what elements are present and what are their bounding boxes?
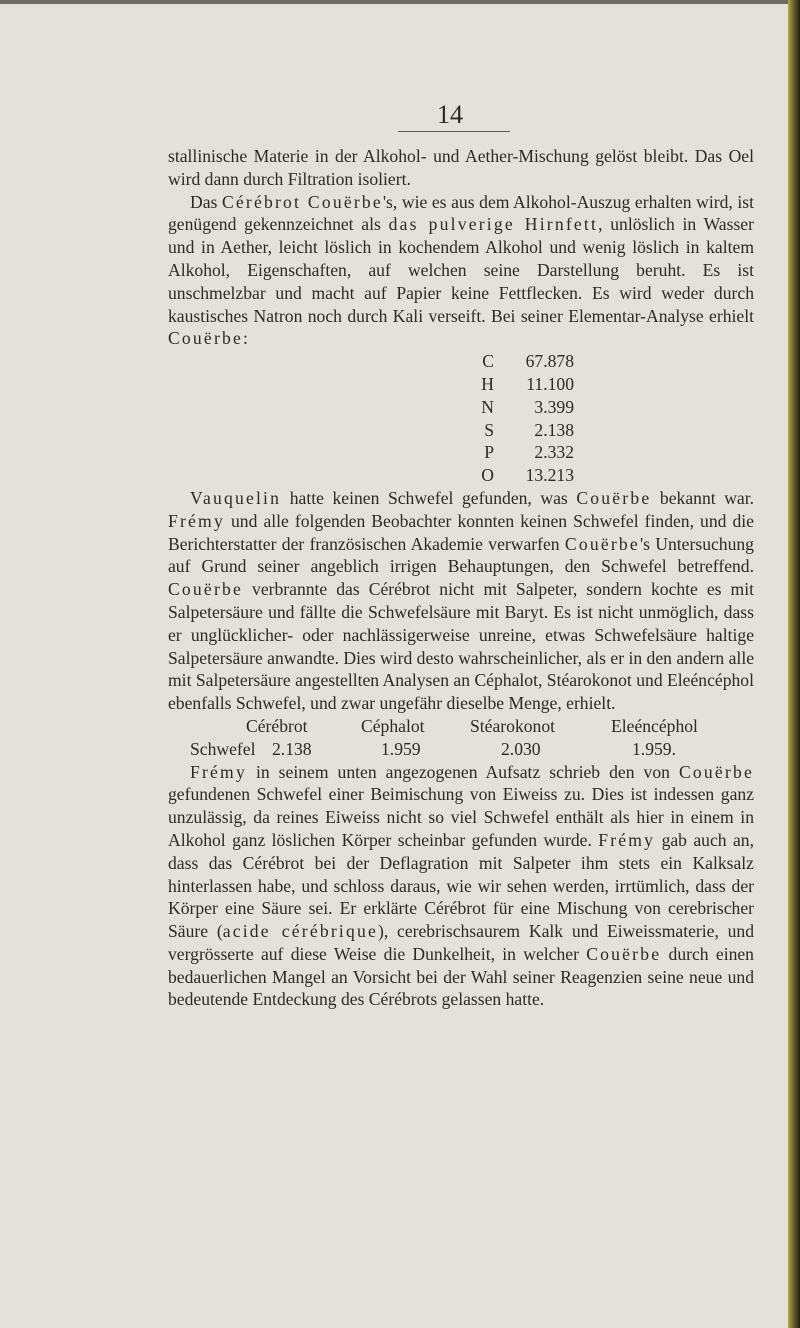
table-cell: 2.030 bbox=[501, 738, 541, 759]
paragraph-continuation: stallinische Materie in der Alkohol- und Aether-Mischung gelöst bleibt. Das Oel wird dann durch Filtration isoliert. bbox=[168, 146, 754, 189]
paragraph-cerebrot: Das Cérébrot Couërbe's, wie es aus dem Alkohol-Auszug erhalten wird, ist genügend gekennzeichnet als das pulverige Hirnfett, unlöslich in Wasser und in Aether, leicht löslich in kochendem Alkohol und wenig löslich in kaltem Alkohol, Eigenschaften, auf welchen seine Darstellung beruht. Es ist unschmelzbar und macht auf Papier keine Fettflecken. Es wird weder durch kaustisches Natron noch durch Kali verseift. Bei seiner Elementar-Analyse erhielt Couërbe: bbox=[168, 191, 754, 349]
spaced-name: Couërbe bbox=[168, 579, 244, 600]
book-spine-edge bbox=[788, 0, 800, 1328]
analysis-row: H 11.100 bbox=[481, 373, 574, 394]
spaced-term: das pulverige Hirnfett bbox=[388, 214, 599, 235]
spaced-name: Couërbe bbox=[678, 761, 754, 782]
header-rule bbox=[398, 131, 510, 132]
page-top-edge bbox=[0, 0, 800, 4]
table-cell: 1.959. bbox=[632, 738, 676, 759]
sulphur-comparison-table bbox=[168, 715, 754, 761]
analysis-row: C 67.878 bbox=[482, 351, 574, 372]
analysis-row: N 3.399 bbox=[481, 396, 574, 417]
spaced-name: Vauquelin bbox=[190, 487, 282, 508]
paragraph-vauquelin: Vauquelin hatte keinen Schwefel gefunden, was Couërbe bekannt war. Frémy und alle folgenden Beobachter konnten keinen Schwefel finden, und die Berichterstatter der französischen Akademie verwarfen Couërbe's Untersuchung auf Grund seiner angeblich irrigen Behauptungen, den Schwefel betreffend. Couërbe verbrannte das Cérébrot nicht mit Salpeter, sondern kochte es mit Salpetersäure und fällte die Schwefelsäure mit Baryt. Es ist nicht unmöglich, dass er unglücklicher- oder nachlässigerweise unreine, etwas Schwefelsäure haltige Salpetersäure anwandte. Dies wird desto wahrscheinlicher, als er in den andern alle mit Salpetersäure angestellten Analysen an Céphalot, Stéarokonot und Eleéncéphol ebenfalls Schwefel, und zwar ungefähr dieselbe Menge, erhielt. bbox=[168, 487, 755, 714]
spaced-name: Frémy bbox=[598, 829, 656, 850]
spaced-name: Couërbe bbox=[168, 328, 244, 349]
spaced-name: Frémy bbox=[190, 761, 247, 782]
spaced-name: Couërbe bbox=[576, 487, 652, 508]
spaced-name: Couërbe bbox=[586, 943, 662, 964]
column-header: Stéarokonot bbox=[470, 715, 556, 736]
spaced-name: Couërbe bbox=[564, 533, 640, 554]
spaced-term: acide cérébrique bbox=[222, 921, 378, 942]
column-header: Eleéncéphol bbox=[611, 715, 698, 736]
page-number: 14 bbox=[437, 100, 463, 129]
comparison-value-row bbox=[168, 738, 754, 761]
analysis-row: O 13.213 bbox=[481, 465, 574, 486]
elementary-analysis-table bbox=[168, 350, 754, 487]
column-header: Cérébrot bbox=[246, 715, 308, 736]
column-header: Céphalot bbox=[361, 715, 425, 736]
spaced-name: Frémy bbox=[168, 510, 225, 531]
paragraph-fremy: Frémy in seinem unten angezogenen Aufsatz schrieb den von Couërbe gefundenen Schwefel einer Beimischung von Eiweiss zu. Dies ist indessen ganz unzulässig, da reines Eiweiss nicht so viel Schwefel enthält als hier in einem in Alkohol ganz löslichen Körper scheinbar gefunden wurde. Frémy gab auch an, dass das Cérébrot bei der Deflagration mit Salpeter ihm stets ein Kalksalz hinterlassen habe, und schloss daraus, wie wir sehen werden, irrtümlich, dass der Körper eine Säure sei. Er erklärte Cérébrot für eine Mischung von cerebrischer Säure (acide cérébrique), cerebrischsaurem Kalk und Eiweissmaterie, und vergrösserte auf diese Weise die Dunkelheit, in welcher Couërbe durch einen bedauerlichen Mangel an Vorsicht bei der Wahl seiner Reagenzien seine neue und bedeutende Entdeckung des Cérébrots gelassen hatte. bbox=[168, 761, 754, 1010]
text-column bbox=[168, 145, 754, 1011]
table-cell: 2.138 bbox=[272, 738, 312, 759]
spaced-name: Cérébrot Couërbe bbox=[221, 191, 383, 212]
analysis-row: S 2.138 bbox=[484, 419, 574, 440]
table-cell: 1.959 bbox=[381, 738, 421, 759]
row-label: Schwefel bbox=[190, 738, 256, 759]
comparison-header-row bbox=[168, 715, 754, 738]
analysis-row: P 2.332 bbox=[484, 442, 574, 463]
